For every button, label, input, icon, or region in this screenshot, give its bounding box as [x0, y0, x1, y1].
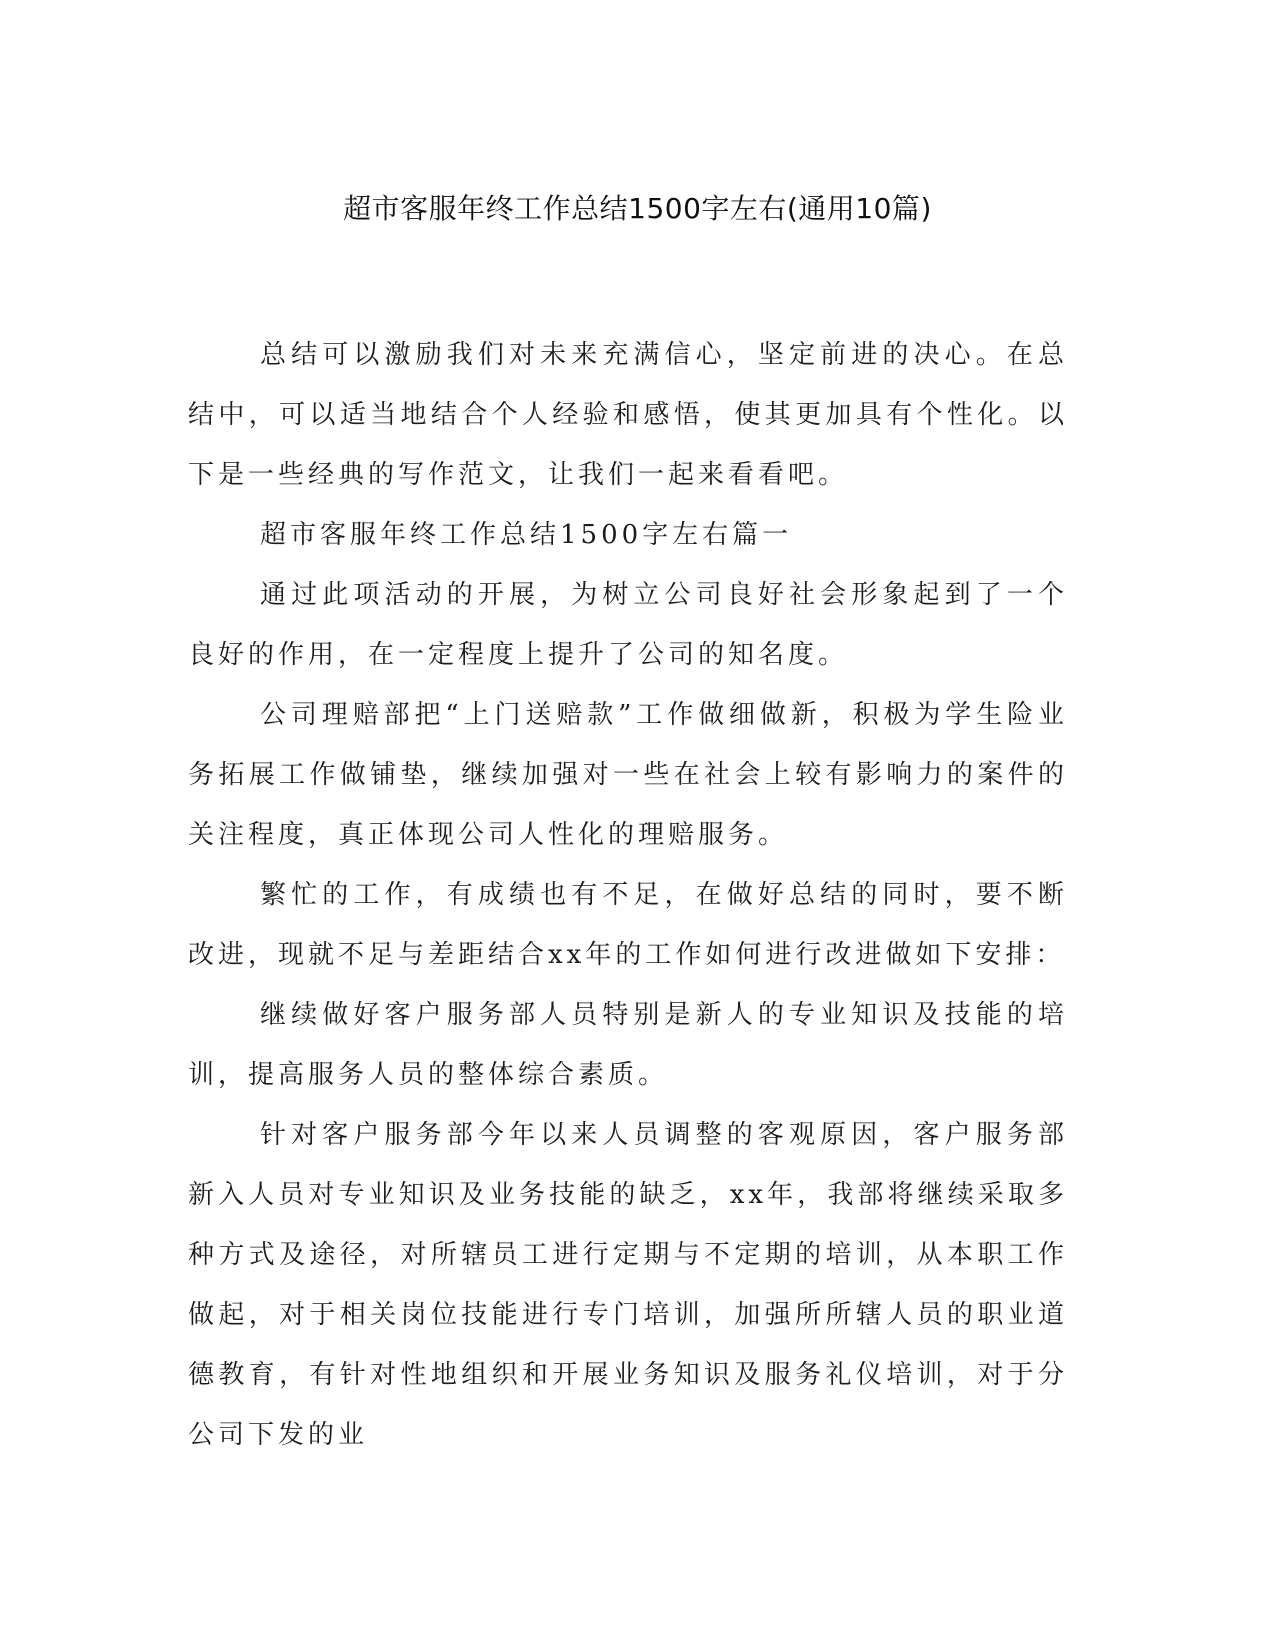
paragraph: 针对客户服务部今年以来人员调整的客观原因，客户服务部新入人员对专业知识及业务技能的缺乏，xx年，我部将继续采取多种方式及途径，对所辖员工进行定期与不定期的培训，从本职工作做起，对于相关岗位技能进行专门培训，加强所所辖人员的职业道德教育，有针对性地组织和开展业务知识及服务礼仪培训，对于分公司下发的业 — [188, 1120, 1068, 1450]
paragraph-intro: 总结可以激励我们对未来充满信心，坚定前进的决心。在总结中，可以适当地结合个人经验和感悟，使其更加具有个性化。以下是一些经典的写作范文，让我们一起来看看吧。 — [188, 340, 1068, 490]
paragraph: 通过此项活动的开展，为树立公司良好社会形象起到了一个良好的作用，在一定程度上提升了公司的知名度。 — [188, 580, 1068, 670]
paragraph: 公司理赔部把“上门送赔款”工作做细做新，积极为学生险业务拓展工作做铺垫，继续加强对一些在社会上较有影响力的案件的关注程度，真正体现公司人性化的理赔服务。 — [188, 700, 1068, 850]
paragraph: 繁忙的工作，有成绩也有不足，在做好总结的同时，要不断改进，现就不足与差距结合xx年的工作如何进行改进做如下安排： — [188, 880, 1068, 970]
section-heading: 超市客服年终工作总结1500字左右篇一 — [260, 520, 793, 550]
document-title: 超市客服年终工作总结1500字左右(通用10篇) — [343, 192, 932, 225]
paragraph: 继续做好客户服务部人员特别是新人的专业知识及技能的培训，提高服务人员的整体综合素质。 — [188, 1000, 1068, 1090]
document-body — [188, 325, 1068, 1465]
